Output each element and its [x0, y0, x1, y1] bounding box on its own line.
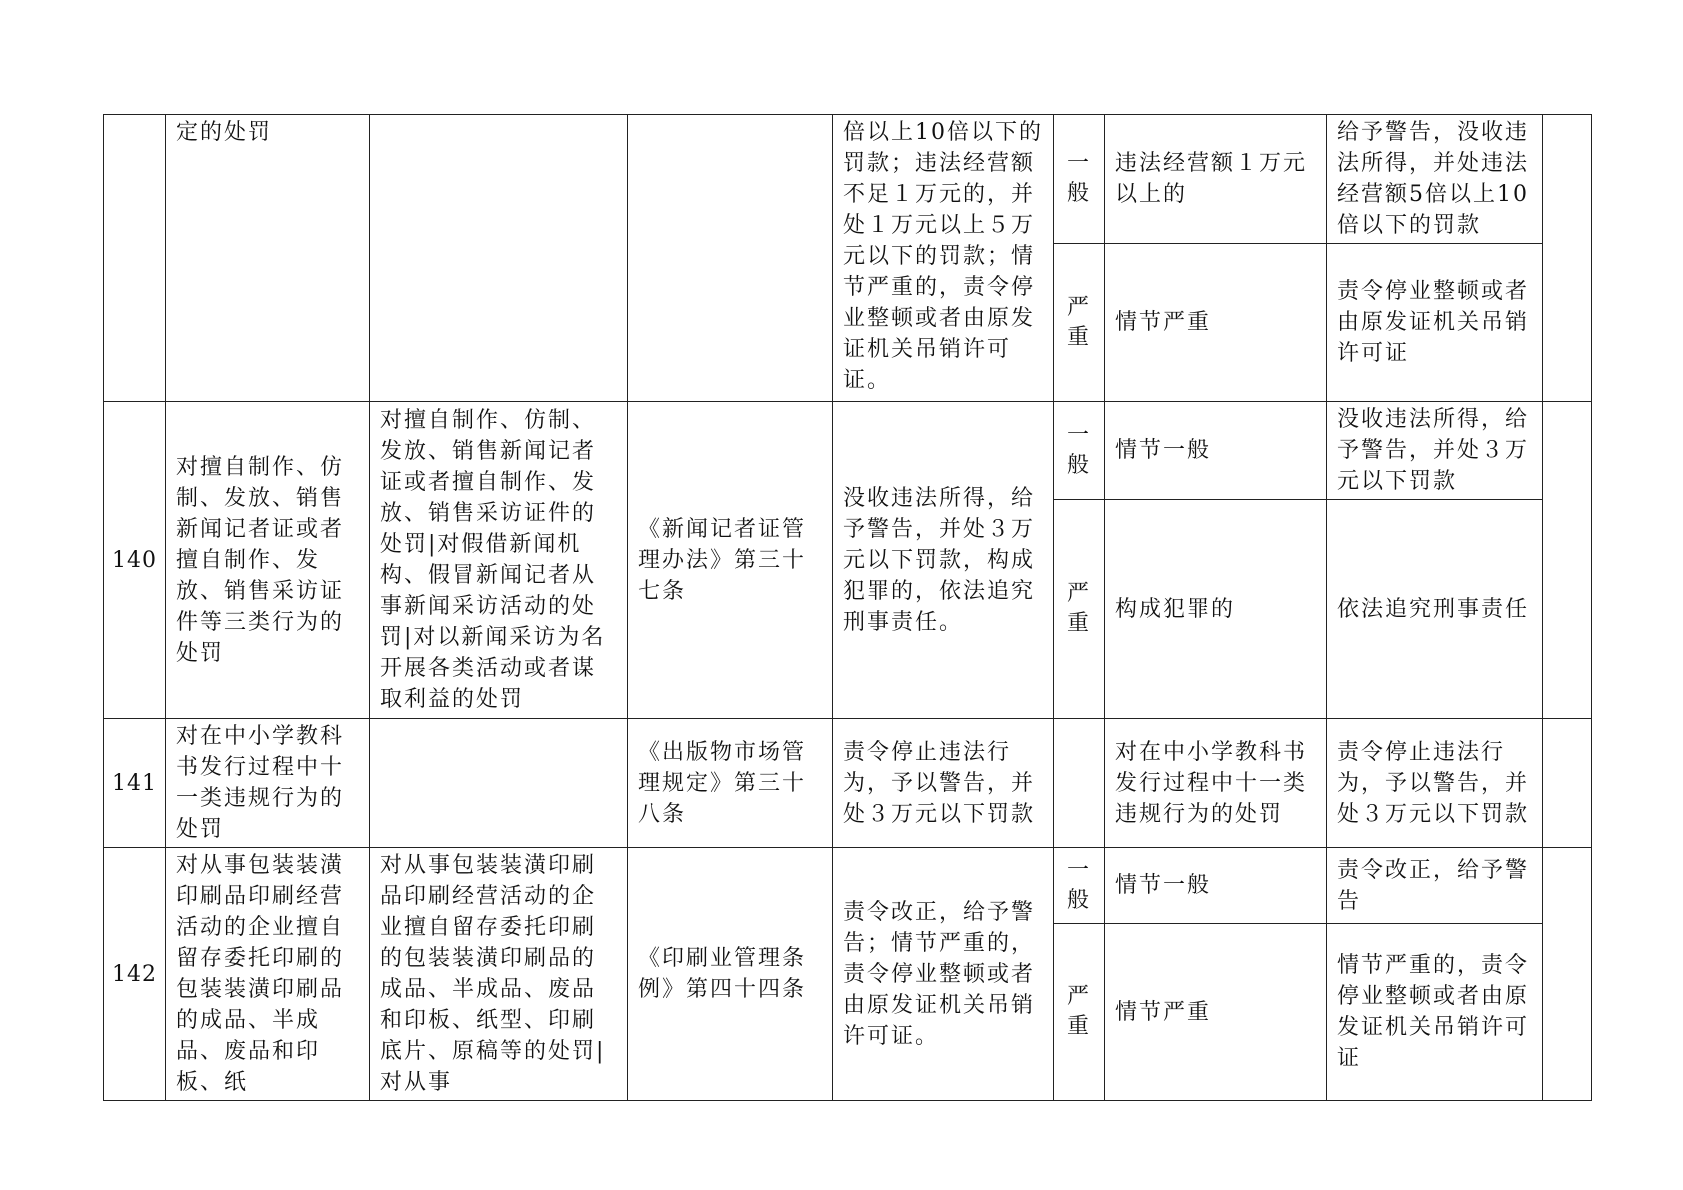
legal-basis-cell: [628, 115, 833, 402]
penalty-provision-cell: 责令改正，给予警告；情节严重的，责令停业整顿或者由原发证机关吊销许可证。: [833, 848, 1054, 1101]
remark-cell: [1543, 719, 1592, 848]
legal-basis-cell: 《出版物市场管理规定》第三十八条: [628, 719, 833, 848]
item-number-cell: 142: [104, 848, 166, 1101]
penalty-standard-cell: 责令停业整顿或者由原发证机关吊销许可证: [1327, 244, 1543, 402]
item-name-cell: 对擅自制作、仿制、发放、销售新闻记者证或者擅自制作、发放、销售采访证件等三类行为的处罚: [166, 402, 370, 719]
sub-items-cell: [370, 719, 628, 848]
penalty-standard-cell: 给予警告，没收违法所得，并处违法经营额5倍以上10倍以下的罚款: [1327, 115, 1543, 244]
severity-level-cell: 一 般: [1054, 848, 1105, 924]
circumstance-cell: 情节一般: [1105, 402, 1327, 500]
item-number-cell: 141: [104, 719, 166, 848]
item-number-cell: 140: [104, 402, 166, 719]
table-row: [104, 719, 1592, 848]
table-row: [104, 848, 1592, 924]
penalty-standards-table: [103, 114, 1592, 1101]
circumstance-cell: 情节严重: [1105, 244, 1327, 402]
item-name-cell: 对在中小学教科书发行过程中十一类违规行为的处罚: [166, 719, 370, 848]
severity-level-cell: 严 重: [1054, 500, 1105, 719]
severity-level-cell: 严 重: [1054, 924, 1105, 1101]
penalty-provision-cell: 倍以上10倍以下的罚款；违法经营额不足１万元的，并处１万元以上５万元以下的罚款；情节严重的，责令停业整顿或者由原发证机关吊销许可证。: [833, 115, 1054, 402]
penalty-standard-cell: 情节严重的，责令停业整顿或者由原发证机关吊销许可证: [1327, 924, 1543, 1101]
penalty-provision-cell: 没收违法所得，给予警告，并处３万元以下罚款，构成犯罪的，依法追究刑事责任。: [833, 402, 1054, 719]
sub-items-cell: [370, 115, 628, 402]
severity-level-cell: 一 般: [1054, 115, 1105, 244]
remark-cell: [1543, 402, 1592, 719]
table-row: [104, 402, 1592, 500]
penalty-provision-cell: 责令停止违法行为，予以警告，并处３万元以下罚款: [833, 719, 1054, 848]
legal-basis-cell: 《新闻记者证管理办法》第三十七条: [628, 402, 833, 719]
item-name-cell: 对从事包装装潢印刷品印刷经营活动的企业擅自留存委托印刷的包装装潢印刷品的成品、半成品、废品和印板、纸: [166, 848, 370, 1101]
remark-cell: [1543, 848, 1592, 1101]
item-number-cell: [104, 115, 166, 402]
severity-level-cell: 严 重: [1054, 244, 1105, 402]
circumstance-cell: 违法经营额１万元以上的: [1105, 115, 1327, 244]
sub-items-cell: 对从事包装装潢印刷品印刷经营活动的企业擅自留存委托印刷的包装装潢印刷品的成品、半成品、废品和印板、纸型、印刷底片、原稿等的处罚|对从事: [370, 848, 628, 1101]
item-name-cell: 定的处罚: [166, 115, 370, 402]
circumstance-cell: 对在中小学教科书发行过程中十一类违规行为的处罚: [1105, 719, 1327, 848]
sub-items-cell: 对擅自制作、仿制、发放、销售新闻记者证或者擅自制作、发放、销售采访证件的处罚|对假借新闻机构、假冒新闻记者从事新闻采访活动的处罚|对以新闻采访为名开展各类活动或者谋取利益的处罚: [370, 402, 628, 719]
severity-level-cell: 一 般: [1054, 402, 1105, 500]
remark-cell: [1543, 115, 1592, 402]
circumstance-cell: 情节严重: [1105, 924, 1327, 1101]
severity-level-cell: [1054, 719, 1105, 848]
penalty-standard-cell: 依法追究刑事责任: [1327, 500, 1543, 719]
circumstance-cell: 构成犯罪的: [1105, 500, 1327, 719]
penalty-standard-cell: 责令停止违法行为，予以警告，并处３万元以下罚款: [1327, 719, 1543, 848]
circumstance-cell: 情节一般: [1105, 848, 1327, 924]
penalty-standard-cell: 责令改正，给予警告: [1327, 848, 1543, 924]
legal-basis-cell: 《印刷业管理条例》第四十四条: [628, 848, 833, 1101]
penalty-standard-cell: 没收违法所得，给予警告，并处３万元以下罚款: [1327, 402, 1543, 500]
table-row: [104, 115, 1592, 244]
